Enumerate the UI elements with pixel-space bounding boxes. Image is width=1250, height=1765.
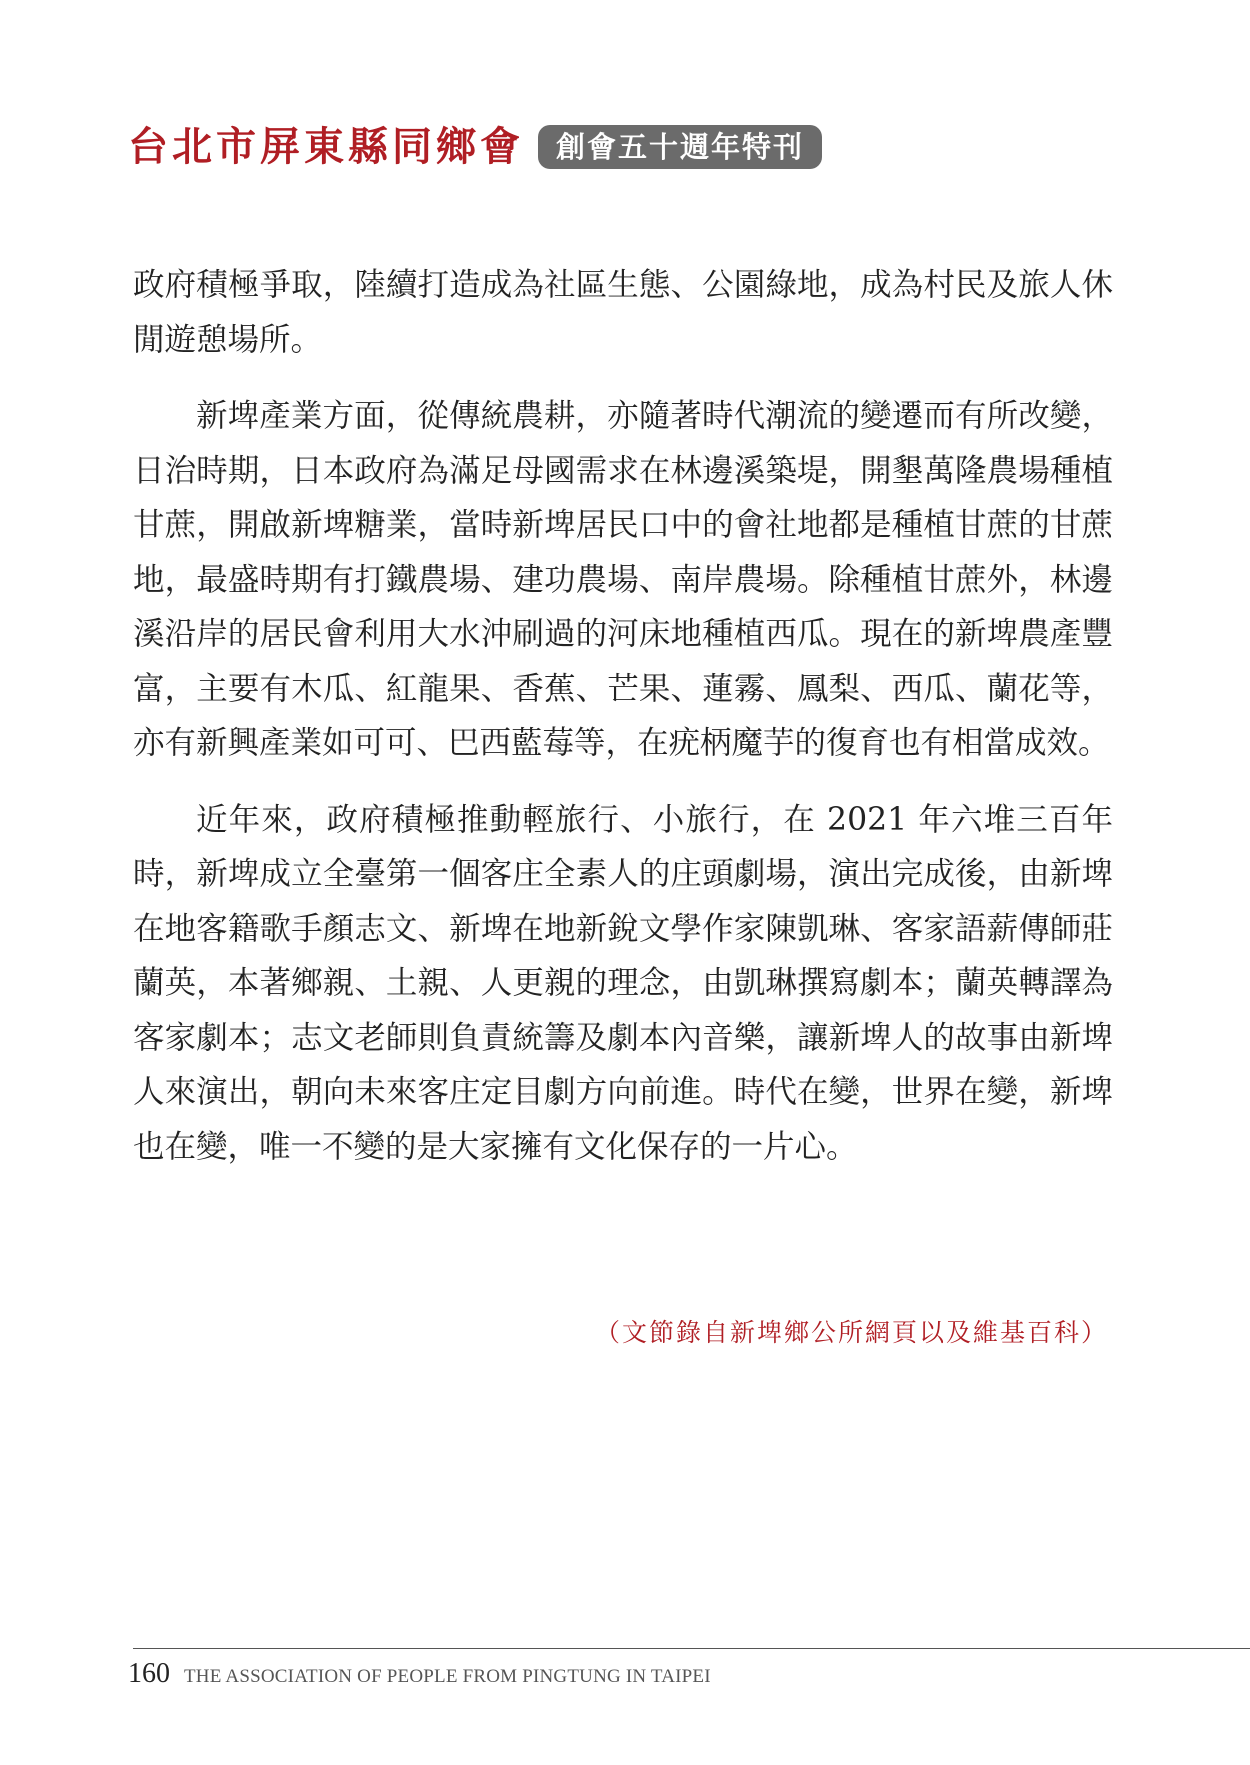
page-header xyxy=(128,118,822,176)
article-body xyxy=(133,258,1113,1196)
page-number: 160 xyxy=(128,1658,170,1689)
special-issue-badge: 創會五十週年特刊 xyxy=(538,125,822,169)
footer-divider xyxy=(133,1648,1250,1649)
paragraph-3: 近年來，政府積極推動輕旅行、小旅行，在 2021 年六堆三百年時，新埤成立全臺第一個客庄全素人的庄頭劇場，演出完成後，由新埤在地客籍歌手顏志文、新埤在地新銳文學作家陳凱琳、客家語薪傳師莊蘭英，本著鄉親、土親、人更親的理念，由凱琳撰寫劇本；蘭英轉譯為客家劇本；志文老師則負責統籌及劇本內音樂，讓新埤人的故事由新埤人來演出，朝向未來客庄定目劇方向前進。時代在變，世界在變，新埤也在變，唯一不變的是大家擁有文化保存的一片心。 xyxy=(133,801,1113,1165)
association-name: 台北市屏東縣同鄉會 xyxy=(128,123,524,170)
publication-title: THE ASSOCIATION OF PEOPLE FROM PINGTUNG IN TAIPEI xyxy=(184,1666,711,1687)
source-note: （文節錄自新埤鄉公所網頁以及維基百科） xyxy=(594,1318,1108,1347)
paragraph-2: 新埤產業方面，從傳統農耕，亦隨著時代潮流的變遷而有所改變，日治時期，日本政府為滿足母國需求在林邊溪築堤，開墾萬隆農場種植甘蔗，開啟新埤糖業，當時新埤居民口中的會社地都是種植甘蔗的甘蔗地，最盛時期有打鐵農場、建功農場、南岸農場。除種植甘蔗外，林邊溪沿岸的居民會利用大水沖刷過的河床地種植西瓜。現在的新埤農產豐富，主要有木瓜、紅龍果、香蕉、芒果、蓮霧、鳳梨、西瓜、蘭花等，亦有新興產業如可可、巴西藍莓等，在疣柄魔芋的復育也有相當成效。 xyxy=(133,398,1113,761)
paragraph-1: 政府積極爭取，陸續打造成為社區生態、公園綠地，成為村民及旅人休閒遊憩場所。 xyxy=(133,267,1113,358)
page-footer xyxy=(128,1658,711,1690)
